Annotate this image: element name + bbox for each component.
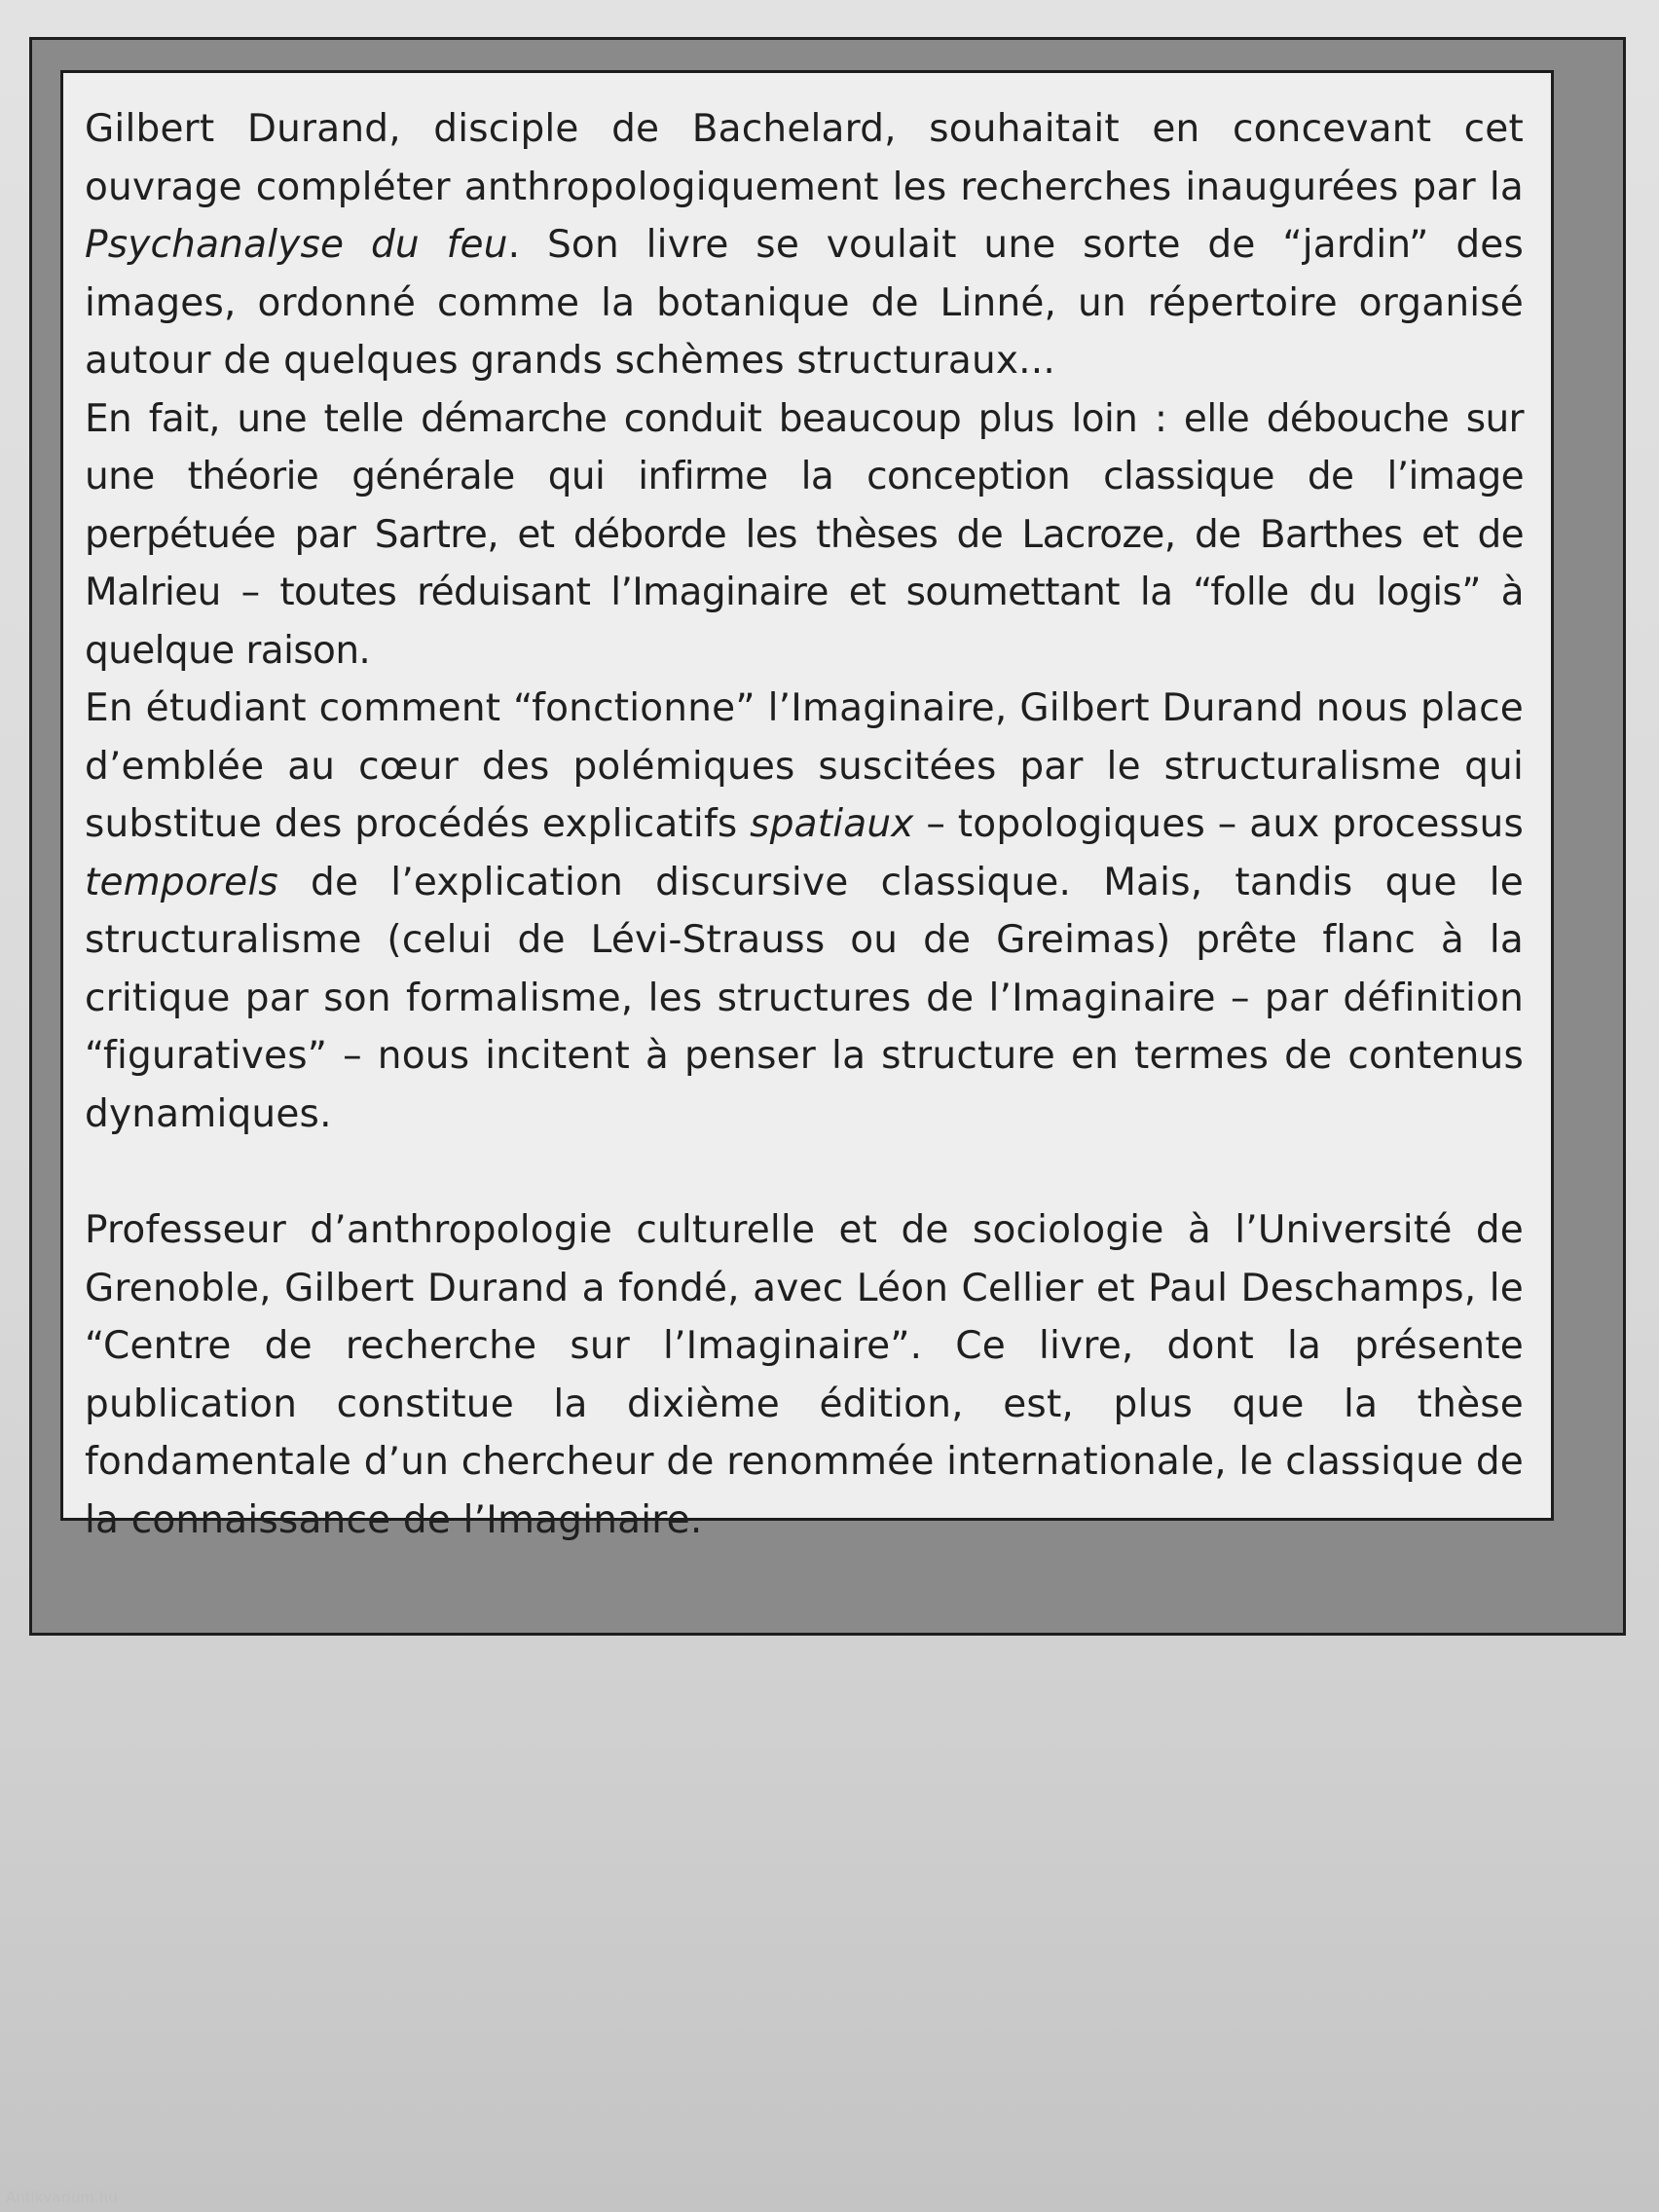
italic-spatiaux: spatiaux [750,802,914,846]
paragraph-structuralism [85,680,1524,1143]
paragraph-author-bio: Professeur d’anthropologie culturelle et de sociologie à l’Université de Grenoble, Gilbert Durand a fondé, avec Léon Cellier et Paul Deschamps, le “Centre de recherche sur l’Imaginaire”. Ce livre, dont la présente publication constitue la dixième édition, est, plus que la thèse fondamentale d’un chercheur de renommée internationale, le classique de la connaissance de l’Imaginaire. [85,1208,1524,1542]
structuralism-text-c: de l’explication discursive classique. Mais, tandis que le structuralisme (celui de Lévi-Strauss ou de Greimas) prête flanc à la critique par son formalisme, les structures de l’Imaginaire – par définition “figuratives” – nous incitent à penser la structure en termes de contenus dynamiques. [85,860,1524,1136]
book-title-italic: Psychanalyse du feu [85,223,508,267]
paragraph-gap [85,1143,1524,1201]
structuralism-text-a: En étudiant comment “fonctionne” l’Imaginaire, Gilbert Durand nous place d’emblée au cœur des polémiques suscitées par le structuralisme qui substitue des procédés explicatifs [85,686,1524,846]
paragraph-intro [85,100,1524,390]
paragraph-theory: En fait, une telle démarche conduit beaucoup plus loin : elle débouche sur une théorie générale qui infirme la conception classique de l’image perpétuée par Sartre, et déborde les thèses de Lacroze, de Barthes et de Malrieu – toutes réduisant l’Imaginaire et soumettant la “folle du logis” à quelque raison. [85,396,1524,673]
italic-temporels: temporels [85,860,278,904]
text-panel [60,70,1554,1542]
intro-text: Gilbert Durand, disciple de Bachelard, souhaitait en concevant cet ouvrage compléter anthropologiquement les recherches inaugurées par la [85,107,1524,209]
intro-text-end: . Son livre se voulait une sorte de “jardin” des images, ordonné comme la botanique de Linné, un répertoire organisé autour de quelques grands schèmes structuraux... [85,223,1524,383]
structuralism-text-b: – topologiques – aux processus [913,802,1524,846]
watermark: Antikvarium.hu [6,2189,118,2206]
